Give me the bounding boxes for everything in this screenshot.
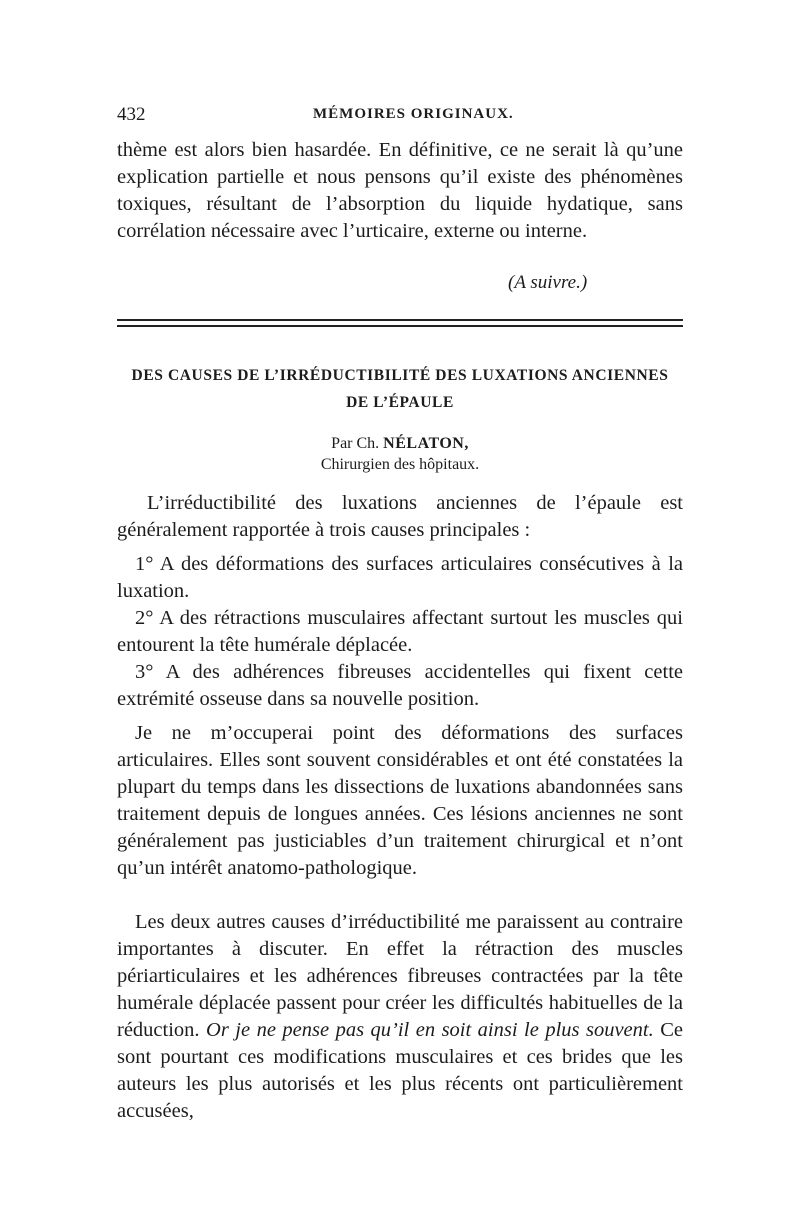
paragraph-deformations: Je ne m’occuperai point des déformations des surfaces articulaires. Elles sont souvent considérables et ont été constatées la plupart du temps dans les dissections de luxations abandonnées sans traitement depuis de longues années. Ces lésions anciennes ne sont généralement pas justiciables d’un traitement chirurgical et n’ont qu’un intérêt anatomo-pathologique. — [117, 722, 683, 879]
page-number: 432 — [117, 104, 146, 125]
paragraph-text-end: Ce sont pourtant ces modifications musculaires et ces brides que les auteurs les plus autorisés et les plus récents ont particulièrement accusées, — [117, 1019, 683, 1122]
running-header — [117, 104, 683, 130]
italic-emphasis: Or je ne pense pas qu’il en soit ainsi le plus souvent. — [206, 1019, 654, 1041]
paragraph-cause-3: 3° A des adhérences fibreuses accidentelles qui fixent cette extrémité osseuse dans sa nouvelle position. — [117, 661, 683, 710]
article-title-line-2: DE L’ÉPAULE — [346, 394, 454, 411]
paragraph-other-causes — [117, 909, 683, 1125]
author-name: NÉLATON, — [383, 435, 469, 452]
byline-prefix: Par Ch. — [331, 435, 384, 452]
paragraph-cause-1: 1° A des déformations des surfaces articulaires consécutives à la luxation. — [117, 553, 683, 602]
section-divider-thick — [117, 319, 683, 321]
continued-note: (A suivre.) — [508, 272, 588, 293]
previous-article-ending: thème est alors bien hasardée. En définitive, ce ne serait là qu’une explication partielle et nous pensons qu’il existe des phénomènes toxiques, résultant de l’absorption du liquide hydatique, sans corrélation nécessaire avec l’urticaire, externe ou interne. — [117, 139, 683, 242]
author-line — [117, 433, 683, 454]
section-divider-thin — [117, 325, 683, 327]
running-title: MÉMOIRES ORIGINAUX. — [313, 106, 514, 122]
paragraph-text-start: Les deux autres causes d’irréductibilité me paraissent au contraire importantes à discuter. En effet la rétraction des muscles périarticulaires et les adhérences fibreuses contractées par la tête humérale déplacée passent pour créer les difficultés habituelles de la réduction. — [117, 911, 683, 1041]
byline — [117, 433, 683, 475]
author-affiliation: Chirurgien des hôpitaux. — [320, 456, 480, 473]
paragraph-intro: L’irréductibilité des luxations anciennes de l’épaule est généralement rapportée à trois causes principales : — [117, 492, 683, 541]
article-title-line-1: DES CAUSES DE L’IRRÉDUCTIBILITÉ DES LUXATIONS ANCIENNES — [131, 367, 669, 384]
paragraph-cause-2: 2° A des rétractions musculaires affectant surtout les muscles qui entourent la tête humérale déplacée. — [117, 607, 683, 656]
article-title — [117, 362, 683, 416]
